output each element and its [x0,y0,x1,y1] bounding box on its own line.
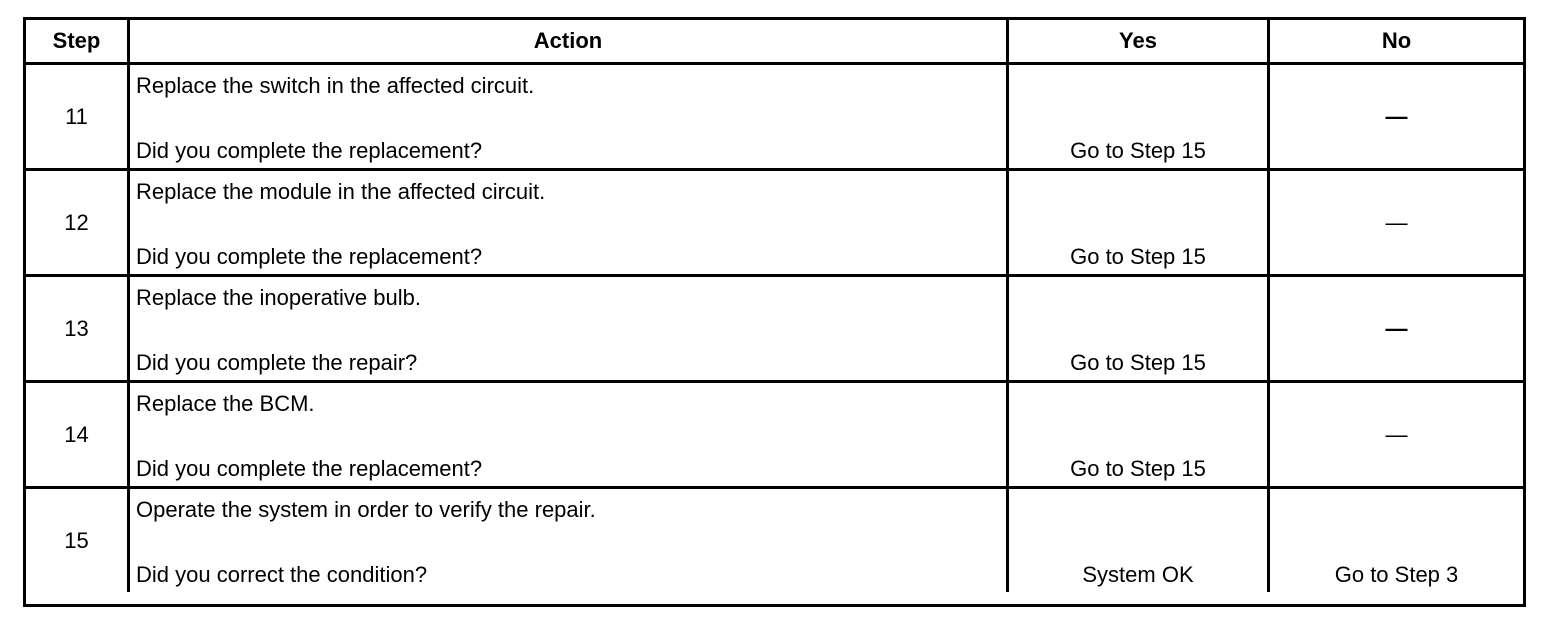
yes-cell [1006,65,1267,168]
no-cell [1267,65,1523,168]
step-number: 11 [65,103,88,129]
action-instruction: Replace the BCM. [136,391,315,416]
step-number: 14 [64,421,89,447]
no-cell [1267,383,1523,486]
action-instruction: Replace the module in the affected circuit. [136,179,546,204]
yes-result: Go to Step 15 [1070,138,1206,163]
header-no: No [1267,20,1523,62]
yes-result: Go to Step 15 [1070,456,1206,481]
yes-cell [1006,277,1267,380]
action-instruction: Operate the system in order to verify the repair. [136,497,596,522]
action-instruction: Replace the inoperative bulb. [136,285,421,310]
step-cell [26,277,127,380]
step-number: 15 [64,527,89,553]
action-cell [127,277,1006,380]
step-cell [26,171,127,274]
action-cell [127,383,1006,486]
header-step: Step [52,28,101,53]
yes-result: System OK [1082,562,1194,587]
yes-cell [1006,383,1267,486]
action-question: Did you correct the condition? [136,562,428,587]
table-row [26,486,1523,592]
action-cell [127,171,1006,274]
no-result: Go to Step 3 [1334,562,1459,587]
step-cell [26,383,127,486]
table-header-row [26,20,1523,62]
table-row [26,380,1523,486]
yes-cell [1006,171,1267,274]
action-question: Did you complete the replacement? [136,138,483,163]
no-result: — [1385,103,1408,129]
header-action: Action [127,20,1006,62]
no-result: — [1385,421,1408,447]
action-question: Did you complete the replacement? [136,456,483,481]
action-question: Did you complete the repair? [136,350,418,375]
action-cell [127,65,1006,168]
table-row [26,274,1523,380]
header-yes: Yes [1006,20,1267,62]
yes-cell [1006,489,1267,592]
yes-result: Go to Step 15 [1070,244,1206,269]
no-cell [1267,277,1523,380]
step-cell [26,489,127,592]
yes-result: Go to Step 15 [1070,350,1206,375]
action-instruction: Replace the switch in the affected circuit. [136,73,535,98]
step-number: 13 [64,315,89,341]
no-result: — [1385,209,1408,235]
action-cell [127,489,1006,592]
no-cell [1267,171,1523,274]
no-cell [1267,489,1523,592]
table-row [26,168,1523,274]
step-number: 12 [64,209,89,235]
step-cell [26,65,127,168]
diagnostic-table [23,17,1526,607]
table-row [26,62,1523,168]
action-question: Did you complete the replacement? [136,244,483,269]
no-result: — [1385,315,1408,341]
